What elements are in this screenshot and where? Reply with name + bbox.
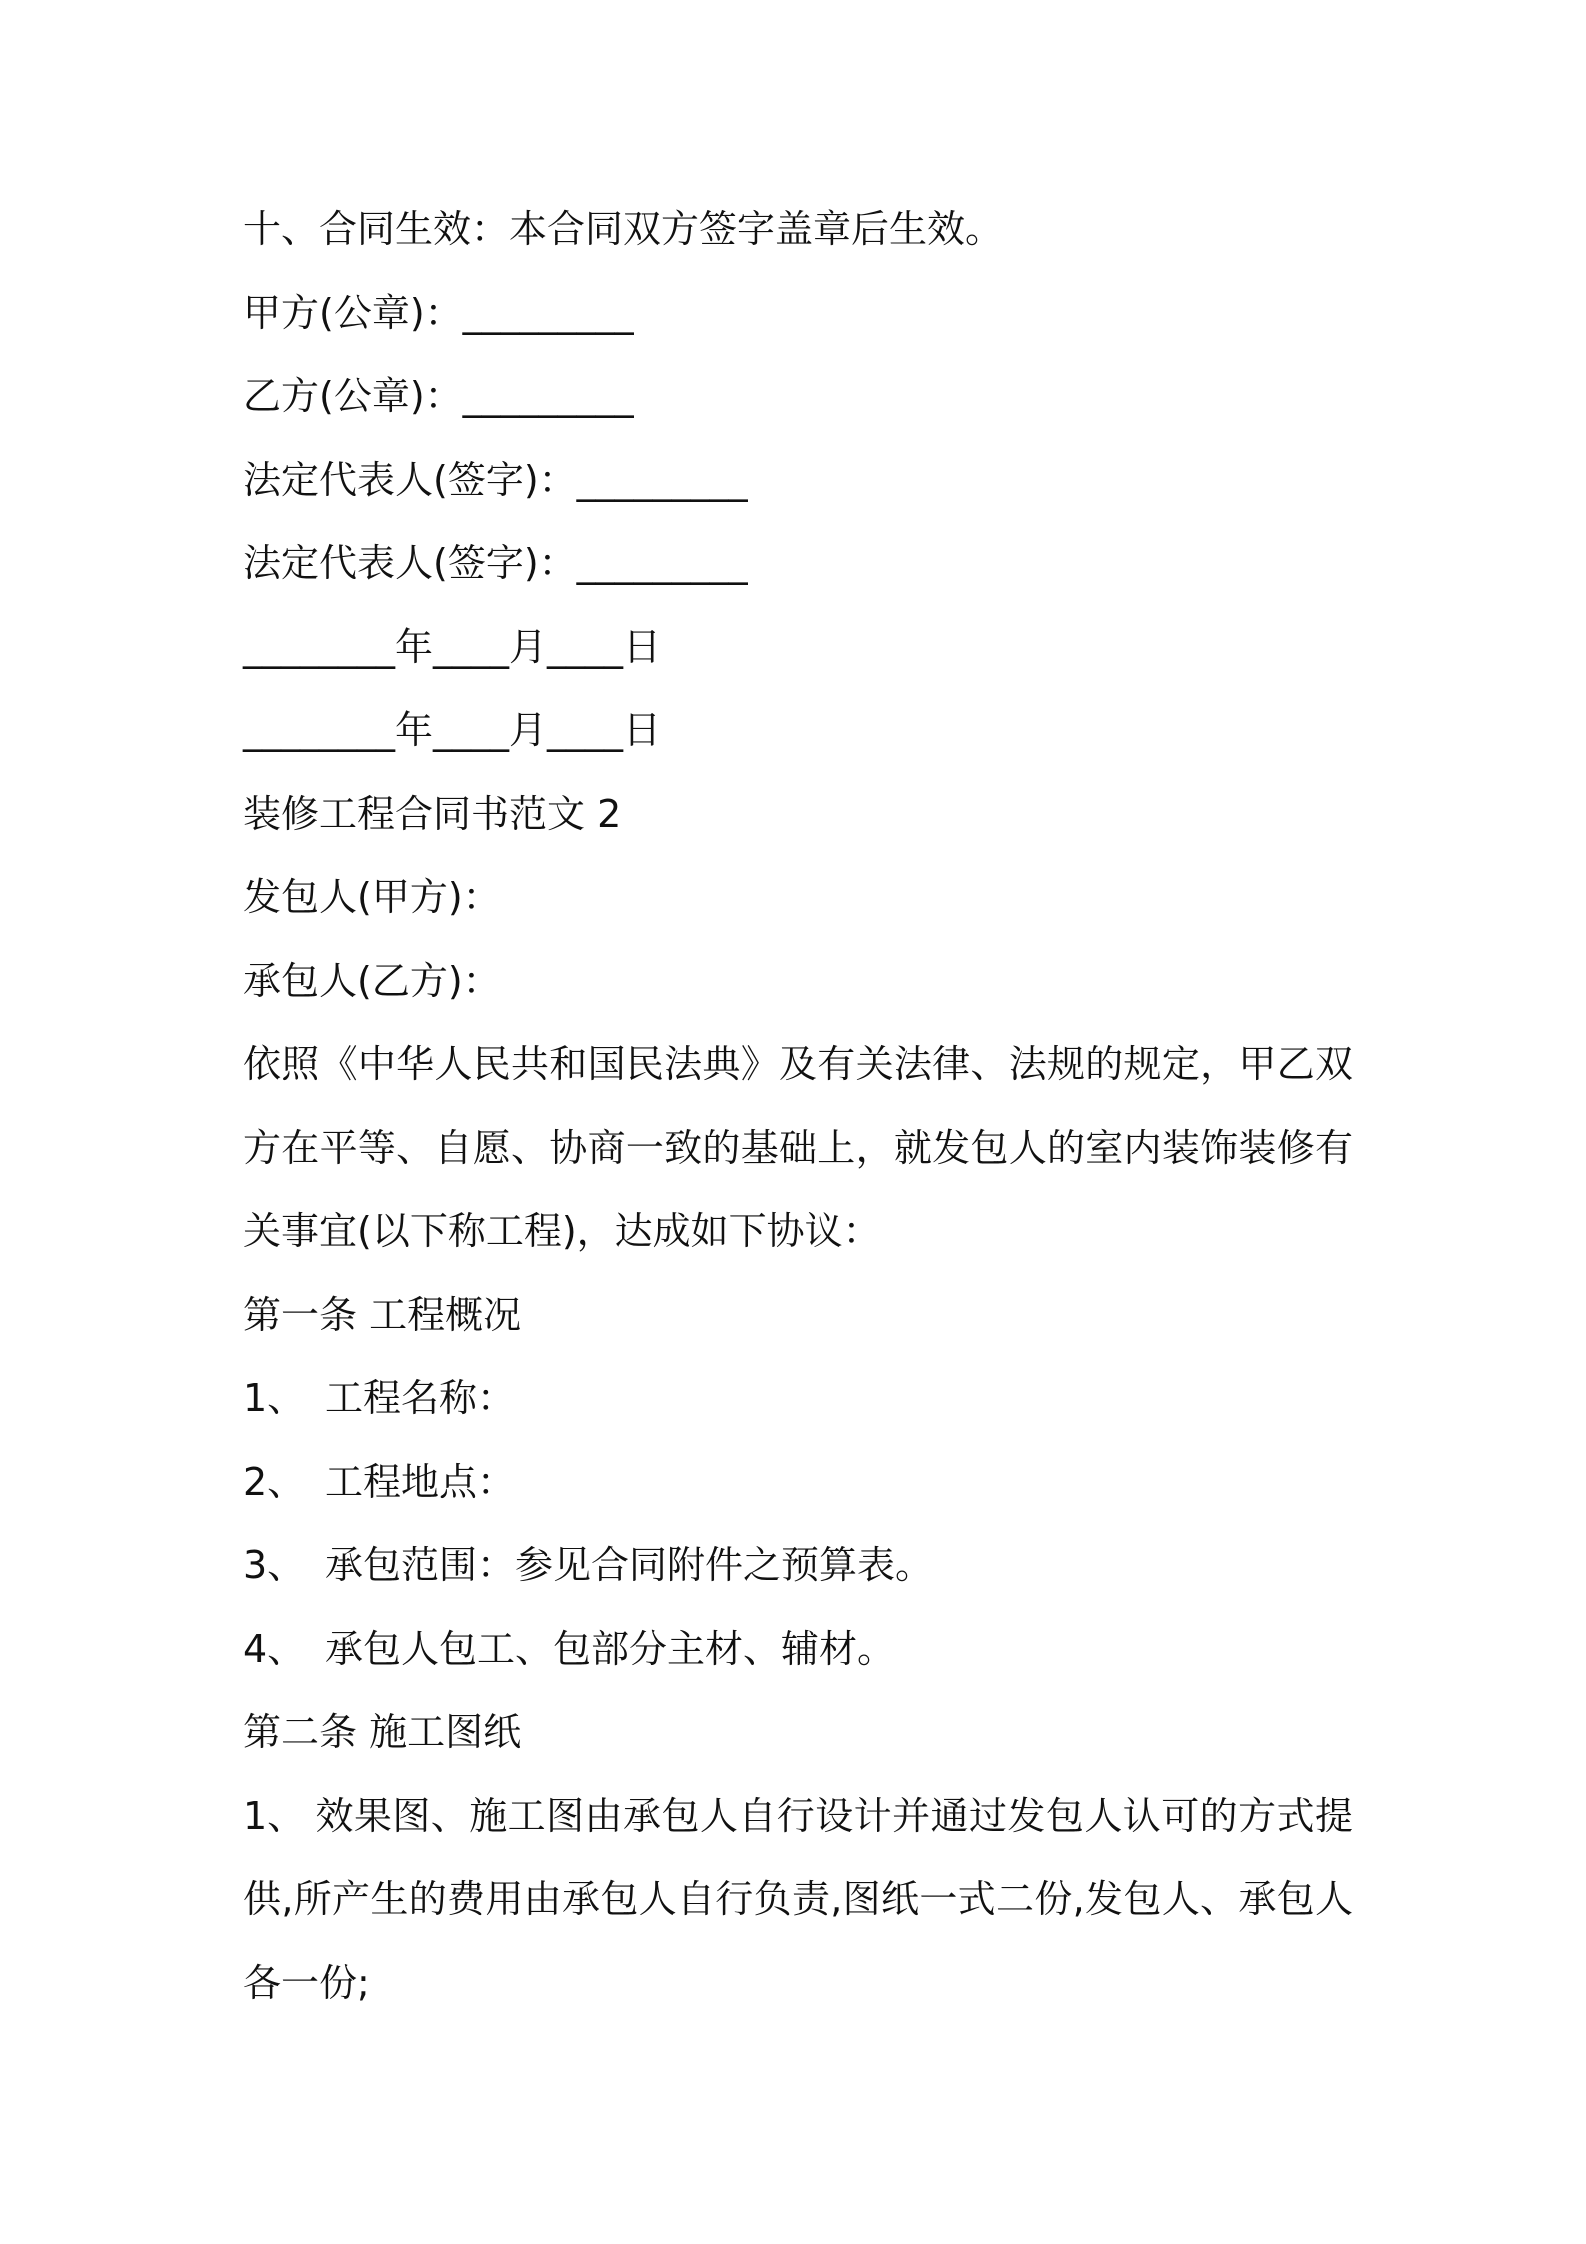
list-item-text: 工程地点： bbox=[325, 1459, 516, 1504]
section-heading: 装修工程合同书范文 2 bbox=[243, 791, 622, 836]
employer-party-a-label: 发包人(甲方)： bbox=[243, 875, 501, 919]
date-line: ________年____月____日 bbox=[243, 624, 662, 669]
party-b-seal-line: 乙方(公章)：_________ bbox=[243, 374, 634, 418]
list-item bbox=[243, 1524, 1353, 1608]
list-item-text: 承包人包工、包部分主材、辅材。 bbox=[325, 1626, 896, 1671]
list-item-number: 1、 bbox=[243, 1793, 306, 1838]
article-two-heading: 第二条 施工图纸 bbox=[243, 1710, 522, 1754]
legal-representative-signature-line: 法定代表人(签字)：_________ bbox=[243, 541, 748, 585]
date-line: ________年____月____日 bbox=[243, 708, 662, 752]
article-two-item-one bbox=[243, 1775, 1353, 2026]
list-item bbox=[243, 1608, 1353, 1692]
list-item-text: 承包范围：参见合同附件之预算表。 bbox=[325, 1543, 934, 1587]
list-item bbox=[243, 1357, 1353, 1441]
list-item-number: 4、 bbox=[243, 1626, 306, 1671]
intro-paragraph: 依照《中华人民共和国民法典》及有关法律、法规的规定，甲乙双方在平等、自愿、协商一致的基础上，就发包人的室内装饰装修有关事宜(以下称工程)，达成如下协议： bbox=[243, 1042, 1353, 1253]
list-item-text: 效果图、施工图由承包人自行设计并通过发包人认可的方式提供,所产生的费用由承包人自行负责,图纸一式二份,发包人、承包人各一份; bbox=[243, 1793, 1353, 2005]
list-item bbox=[243, 1441, 1353, 1525]
list-item-number: 2、 bbox=[243, 1459, 306, 1504]
document-body bbox=[243, 188, 1353, 2025]
clause-ten-effectiveness: 十、合同生效：本合同双方签字盖章后生效。 bbox=[243, 207, 1004, 251]
list-item-number: 3、 bbox=[243, 1543, 306, 1587]
article-one-heading: 第一条 工程概况 bbox=[243, 1292, 522, 1337]
contractor-party-b-label: 承包人(乙方)： bbox=[243, 958, 501, 1003]
party-a-seal-line: 甲方(公章)：_________ bbox=[243, 290, 634, 335]
legal-representative-signature-line: 法定代表人(签字)：_________ bbox=[243, 457, 748, 502]
list-item-number: 1、 bbox=[243, 1376, 306, 1420]
list-item-text: 工程名称： bbox=[325, 1376, 516, 1420]
